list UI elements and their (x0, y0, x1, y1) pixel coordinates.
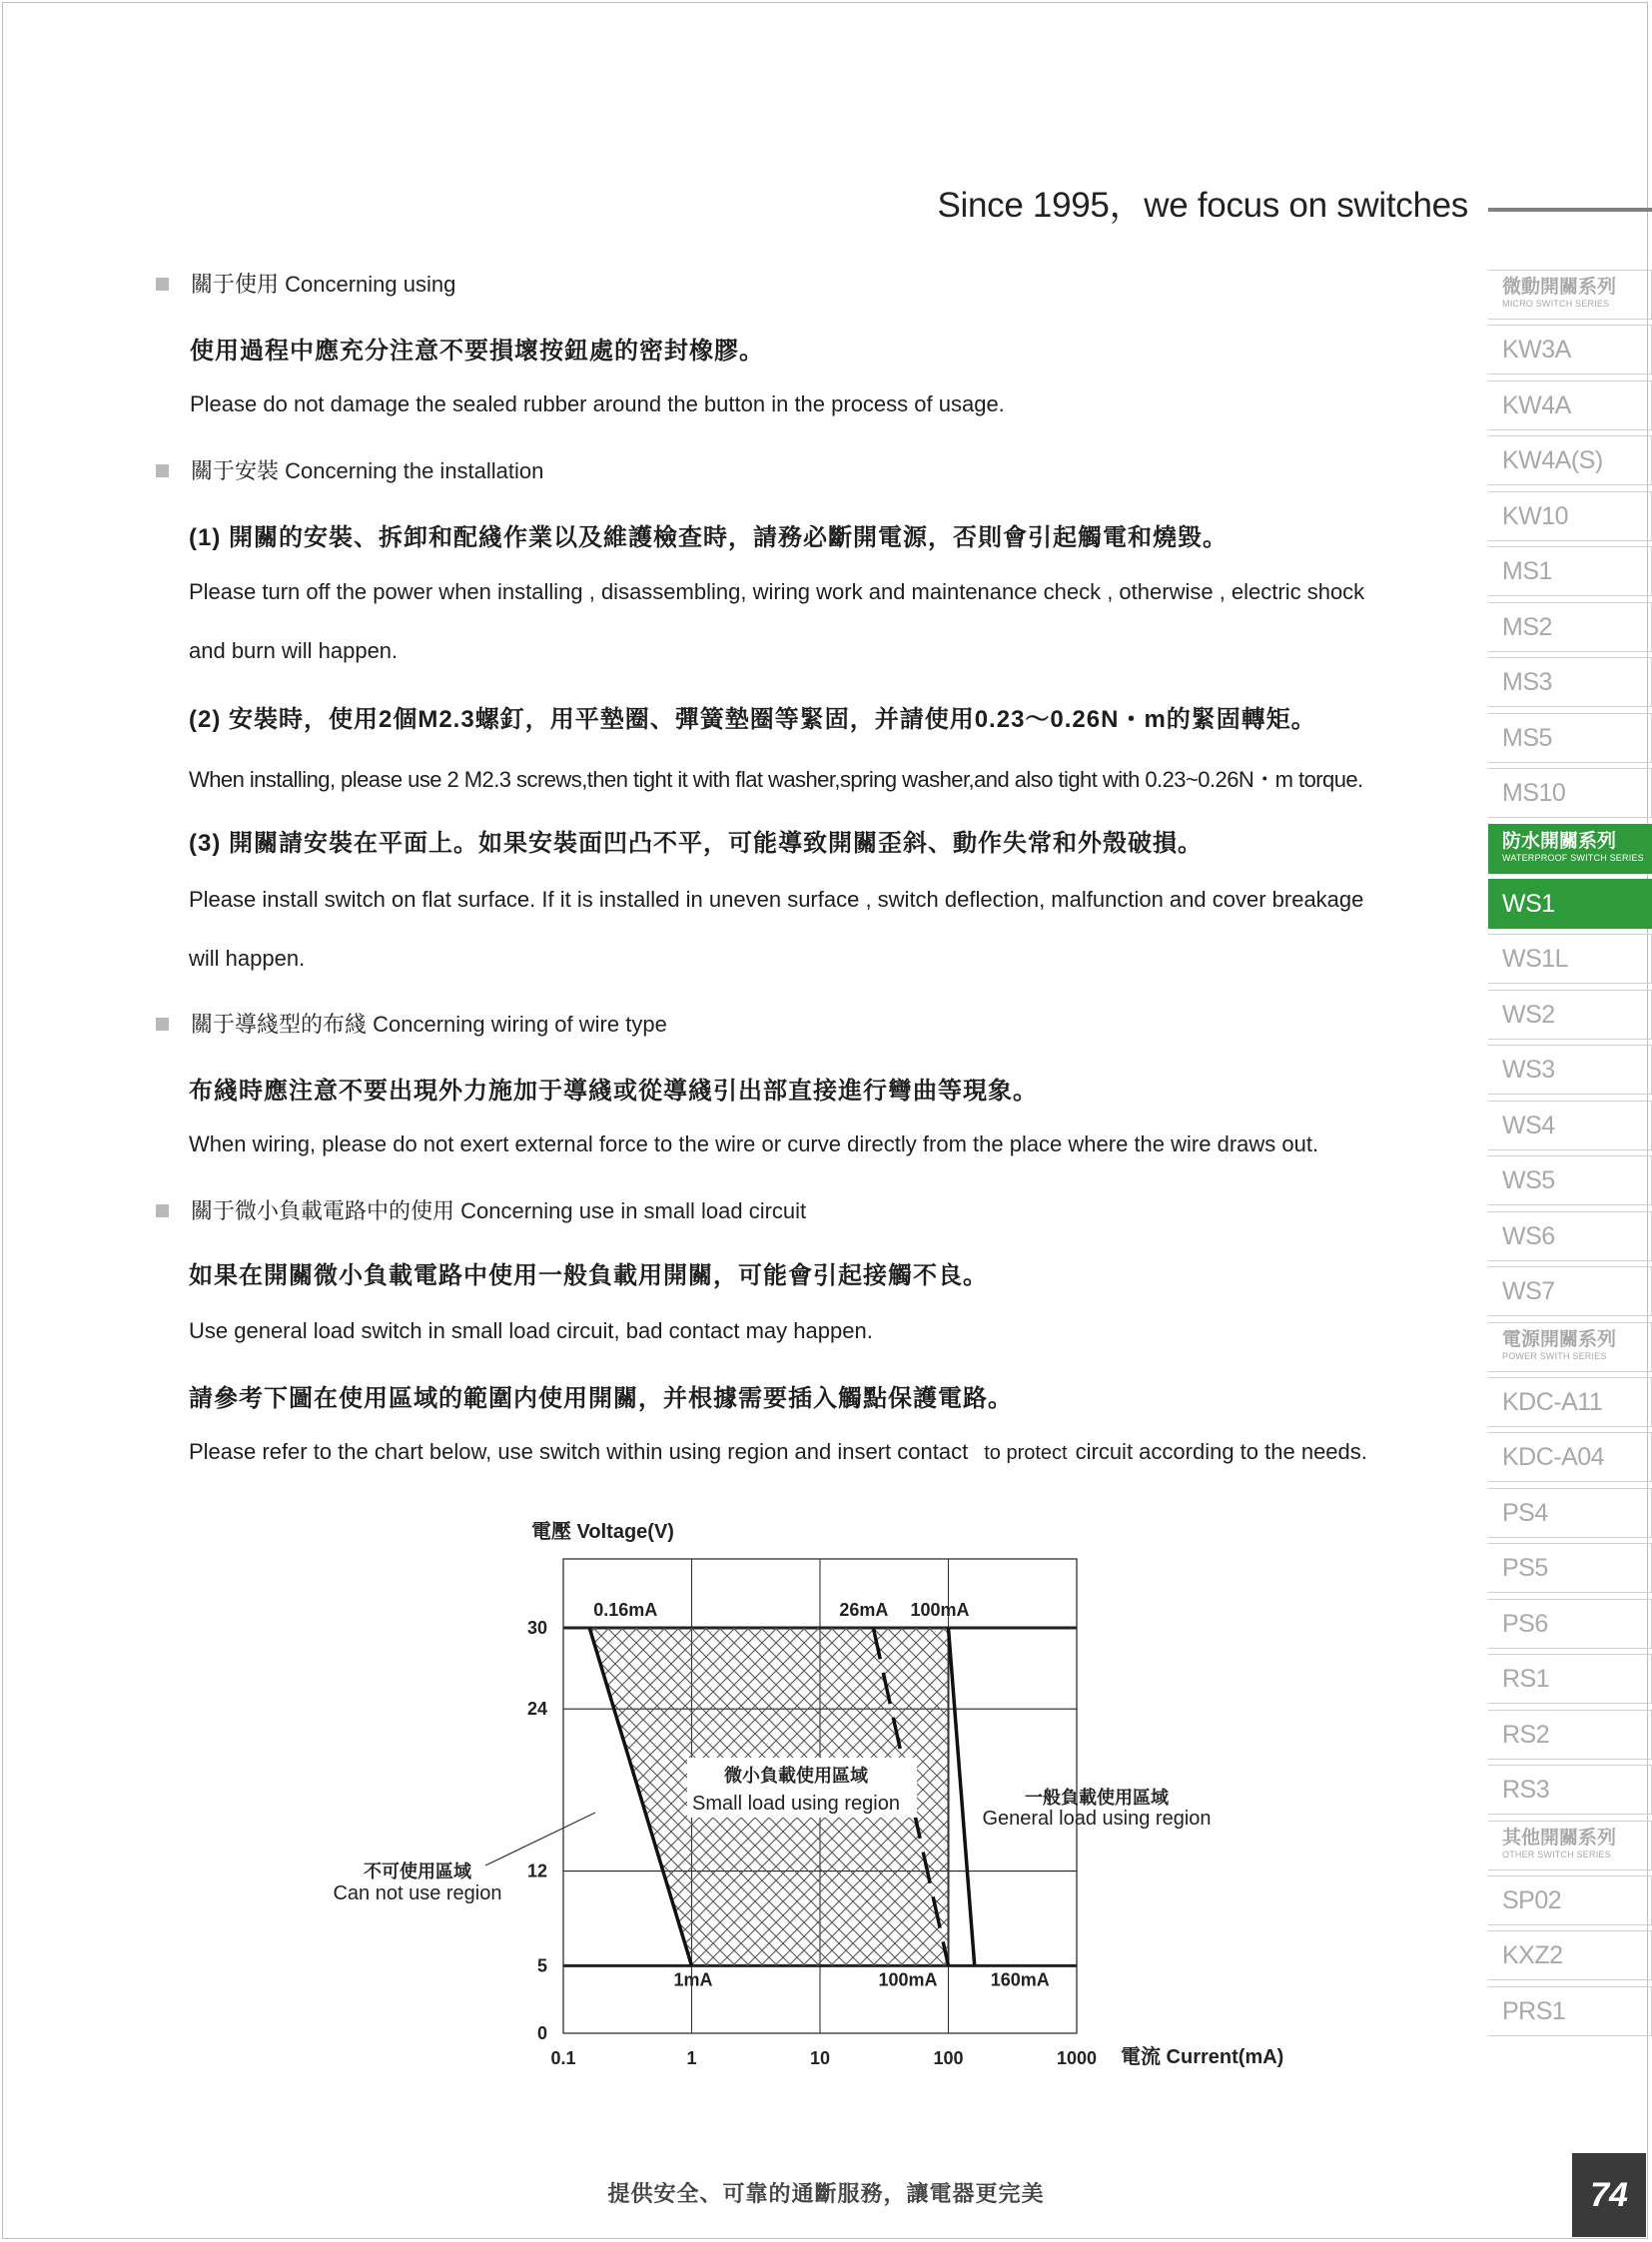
sidebar-item-ps5[interactable]: PS5 (1488, 1543, 1652, 1593)
using-en: Please do not damage the sealed rubber around the button in the process of usage. (190, 391, 1005, 416)
sidebar-item-kdc-a04[interactable]: KDC-A04 (1488, 1432, 1652, 1482)
sidebar-item-ws1l[interactable]: WS1L (1488, 934, 1652, 984)
sidebar-item-ps6[interactable]: PS6 (1488, 1599, 1652, 1649)
sidebar-category-en: POWER SWITH SERIES (1502, 1350, 1607, 1361)
x-tick-label: 1000 (1056, 2048, 1098, 2068)
point-annotation: 26mA (839, 1600, 889, 1620)
point-annotation: 100mA (910, 1600, 970, 1620)
y-tick-label: 12 (526, 1861, 547, 1881)
general-load-label-en: General load using region (982, 1808, 1212, 1830)
general-load-label-zh: 一般負載使用區域 (1025, 1788, 1169, 1808)
sidebar-category-zh: 其他開關系列 (1502, 1827, 1617, 1849)
sidebar-item-kw10[interactable]: KW10 (1488, 491, 1652, 541)
small-load-zh-1: 如果在開關微小負載電路中使用一般負載用開關，可能會引起接觸不良。 (189, 1262, 988, 1289)
sidebar-category-en: OTHER SWITCH SERIES (1502, 1849, 1611, 1860)
sidebar-item-rs1[interactable]: RS1 (1488, 1654, 1652, 1704)
y-tick-label: 30 (526, 1618, 547, 1638)
wiring-zh: 布綫時應注意不要出現外力施加于導綫或從導綫引出部直接進行彎曲等現象。 (189, 1078, 1038, 1105)
sidebar-item-prs1[interactable]: PRS1 (1488, 1986, 1652, 2036)
point-annotation: 0.16mA (593, 1600, 658, 1620)
y-tick-label: 24 (526, 1699, 547, 1720)
sidebar-item-rs2[interactable]: RS2 (1488, 1710, 1652, 1760)
small-load-label-en: Small load using region (692, 1793, 900, 1815)
small-load-zh-2: 請參考下圖在使用區域的範圍内使用開關，并根據需要插入觸點保護電路。 (189, 1385, 1013, 1412)
sidebar-item-kdc-a11[interactable]: KDC-A11 (1488, 1377, 1652, 1427)
sidebar-category-en: WATERPROOF SWITCH SERIES (1502, 852, 1644, 863)
install-p2-zh: (2) 安裝時，使用2個M2.3螺釘，用平墊圈、彈簧墊圈等緊固，并請使用0.23～0.26N・m的緊固轉矩。 (189, 706, 1316, 733)
sidebar-item-rs3[interactable]: RS3 (1488, 1765, 1652, 1815)
install-p3-en-1: Please install switch on flat surface. If it is installed in uneven surface , switch deflection, malfunction and cover breakage (189, 887, 1364, 912)
sidebar-item-kw3a[interactable]: KW3A (1488, 325, 1652, 374)
x-tick-label: 10 (809, 2048, 831, 2068)
sidebar-item-ms3[interactable]: MS3 (1488, 657, 1652, 707)
sidebar-item-ws2[interactable]: WS2 (1488, 990, 1652, 1040)
sidebar-item-ms1[interactable]: MS1 (1488, 546, 1652, 596)
sidebar-item-ws6[interactable]: WS6 (1488, 1211, 1652, 1261)
y-tick-label: 0 (536, 2023, 547, 2043)
sidebar-item-ms10[interactable]: MS10 (1488, 768, 1652, 818)
section-heading-small-load: 關于微小負載電路中的使用 Concerning use in small load circuit (156, 1194, 806, 1225)
x-axis-title: 電流 Current(mA) (1121, 2046, 1284, 2068)
sidebar-item-ws1[interactable]: WS1 (1488, 879, 1652, 929)
sidebar-item-kw4a[interactable]: KW4A (1488, 380, 1652, 430)
section-heading-wiring: 關于導綫型的布綫 Concerning wiring of wire type (156, 1008, 667, 1039)
sidebar-category-zh: 微動開關系列 (1502, 277, 1617, 298)
install-p1-en-1: Please turn off the power when installing , disassembling, wiring work and maintenance check , otherwise , electric shock (189, 579, 1365, 604)
small-load-label-zh: 微小負載使用區域 (724, 1766, 868, 1786)
sidebar-item-ms2[interactable]: MS2 (1488, 602, 1652, 652)
install-p1-zh: (1) 開關的安裝、拆卸和配綫作業以及維護檢查時，請務必斷開電源，否則會引起觸電和燒毀。 (189, 524, 1228, 551)
sidebar-item-kw4a-s[interactable]: KW4A(S) (1488, 435, 1652, 485)
cannot-use-label-en: Can not use region (333, 1882, 502, 1904)
x-tick-label: 0.1 (550, 2048, 576, 2068)
y-axis-title: 電壓 Voltage(V) (531, 1521, 674, 1543)
sidebar-category-en: MICRO SWITCH SERIES (1502, 299, 1610, 309)
x-tick-label: 1 (686, 2048, 697, 2068)
general-load-solid-boundary (949, 1628, 975, 1965)
small-load-en-2: Please refer to the chart below, use switch within using region and insert contact to protect circuit according to the needs. (189, 1439, 1367, 1464)
sidebar-item-kxz2[interactable]: KXZ2 (1488, 1930, 1652, 1980)
wiring-en: When wiring, please do not exert external force to the wire or curve directly from the place where the wire draws out. (189, 1131, 1319, 1156)
y-tick-label: 5 (536, 1955, 547, 1976)
sidebar-category-zh: 防水開關系列 (1502, 830, 1617, 852)
point-annotation: 100mA (878, 1969, 938, 1990)
point-annotation: 1mA (673, 1969, 713, 1990)
install-p2-en: When installing, please use 2 M2.3 screws,then tight it with flat washer,spring washer,and also tight with 0.23~0.26N・m torque. (189, 767, 1363, 792)
cannot-use-leader-line (485, 1813, 595, 1866)
point-annotation: 160mA (990, 1969, 1050, 1990)
install-p3-zh: (3) 開關請安裝在平面上。如果安裝面凹凸不平，可能導致開關歪斜、動作失常和外殼破損。 (189, 830, 1203, 857)
sidebar-category-zh: 電源開關系列 (1502, 1328, 1617, 1350)
using-zh: 使用過程中應充分注意不要損壞按鈕處的密封橡膠。 (190, 338, 764, 365)
footer-slogan: 提供安全、可靠的通斷服務，讓電器更完美 (607, 2181, 1045, 2206)
sidebar-item-sp02[interactable]: SP02 (1488, 1875, 1652, 1925)
section-heading-using: 關于使用 Concerning using (156, 268, 455, 299)
sidebar-item-ws3[interactable]: WS3 (1488, 1045, 1652, 1095)
sidebar-item-ms5[interactable]: MS5 (1488, 713, 1652, 763)
cannot-use-label-zh: 不可使用區域 (364, 1862, 471, 1881)
sidebar-item-ws5[interactable]: WS5 (1488, 1155, 1652, 1205)
install-p3-en-2: will happen. (189, 946, 306, 971)
page-number: 74 (1572, 2153, 1646, 2237)
install-p1-en-2: and burn will happen. (189, 638, 399, 663)
sidebar-item-ps4[interactable]: PS4 (1488, 1488, 1652, 1538)
sidebar-item-ws4[interactable]: WS4 (1488, 1101, 1652, 1150)
page-header-title: Since 1995，we focus on switches (937, 186, 1468, 225)
small-load-en-1: Use general load switch in small load circuit, bad contact may happen. (189, 1318, 873, 1343)
sidebar-item-ws7[interactable]: WS7 (1488, 1266, 1652, 1316)
x-tick-label: 100 (933, 2048, 964, 2068)
section-heading-installation: 關于安裝 Concerning the installation (156, 454, 543, 485)
